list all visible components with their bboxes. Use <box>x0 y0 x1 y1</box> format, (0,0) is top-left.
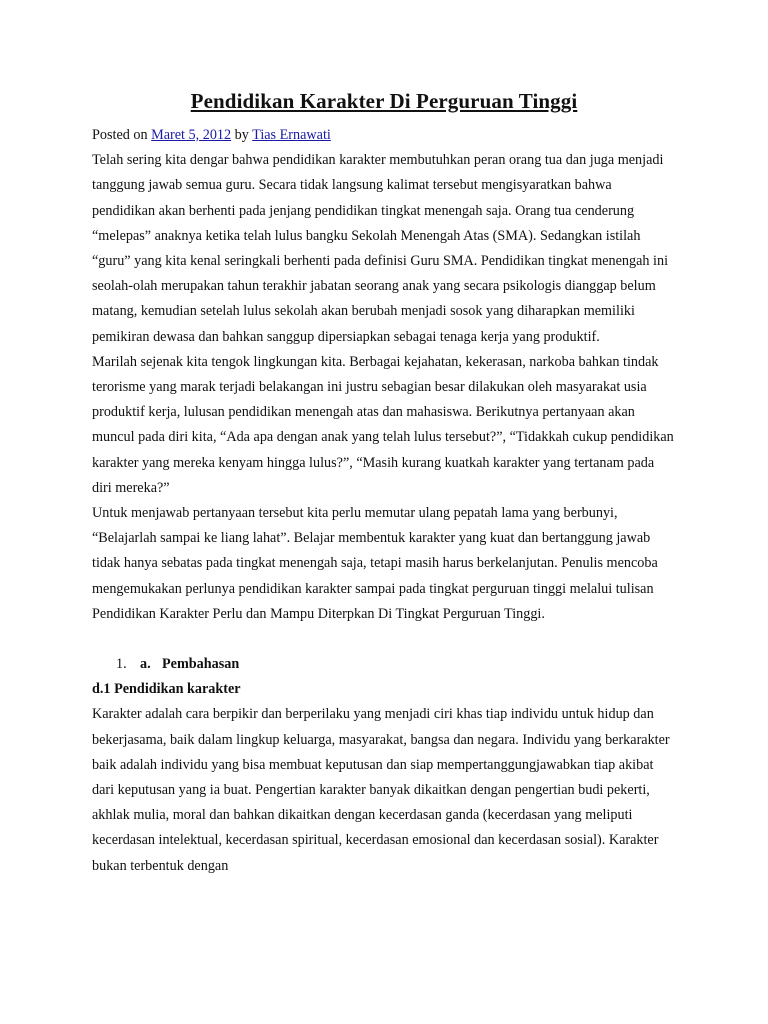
section-heading-text: Pembahasan <box>162 656 240 673</box>
subsection-heading: d.1 Pendidikan karakter <box>92 681 241 698</box>
page-title: Pendidikan Karakter Di Perguruan Tinggi <box>190 89 578 113</box>
post-date-link[interactable]: Maret 5, 2012 <box>151 127 232 143</box>
list-number: 1. <box>116 656 127 673</box>
section-heading <box>92 652 676 677</box>
author-link[interactable]: Tias Ernawati <box>252 127 331 143</box>
by-label: by <box>231 127 253 143</box>
paragraph-environment: Marilah sejenak kita tengok lingkungan kita. Berbagai kejahatan, kekerasan, narkoba bahkan tindak terorisme yang marak terjadi belakangan ini justru sebagian besar dilakukan oleh masyarakat usia produktif kerja, lulusan pendidikan menengah atas dan mahasiswa. Berikutnya pertanyaan akan muncul pada diri kita, “Ada apa dengan anak yang telah lulus tersebut?”, “Tidakkah cukup pendidikan karakter yang mereka kenyam hingga lulus?”, “Masih kurang kuatkah karakter yang tertanam pada diri mereka?” <box>92 353 674 496</box>
paragraph-karakter: Karakter adalah cara berpikir dan berperilaku yang menjadi ciri khas tiap individu untuk hidup dan bekerjasama, baik dalam lingkup keluarga, masyarakat, bangsa dan negara. Individu yang berkarakter baik adalah individu yang bisa membuat keputusan dan siap mempertanggungjawabkan tiap akibat dari keputusan yang ia buat. Pengertian karakter banyak dikaitkan dengan pengertian budi pekerti, akhlak mulia, moral dan bahkan dikaitkan dengan kecerdasan ganda (kecerdasan yang meliputi kecerdasan intelektual, kecerdasan spiritual, kecerdasan emosional dan kecerdasan sosial). Karakter bukan terbentuk dengan <box>92 706 670 874</box>
paragraph-answer: Untuk menjawab pertanyaan tersebut kita perlu memutar ulang pepatah lama yang berbunyi, “Belajarlah sampai ke liang lahat”. Belajar membentuk karakter yang kuat dan bertanggung jawab tidak hanya sebatas pada tingkat menengah saja, tetapi masih harus berkelanjutan. Penulis mencoba mengemukakan perlunya pendidikan karakter sampai pada tingkat perguruan tinggi melalui tulisan Pendidikan Karakter Perlu dan Mampu Diterpkan Di Tingkat Perguruan Tinggi. <box>92 505 658 622</box>
post-meta <box>92 123 676 148</box>
paragraph-intro: Telah sering kita dengar bahwa pendidikan karakter membutuhkan peran orang tua dan juga menjadi tanggung jawab semua guru. Secara tidak langsung kalimat tersebut mengisyaratkan bahwa pendidikan akan berhenti pada jenjang pendidikan tingkat menengah saja. Orang tua cenderung “melepas” anaknya ketika telah lulus bangku Sekolah Menengah Atas (SMA). Sedangkan istilah “guru” yang kita kenal seringkali berhenti pada definisi Guru SMA. Pendidikan tingkat menengah ini seolah-olah merupakan tahun terakhir jabatan seorang anak yang secara psikologis dianggap belum matang, kemudian setelah lulus sekolah akan berubah menjadi sosok yang diharapkan memiliki pemikiran dewasa dan bahkan sanggup dipersiapkan sebagai tenaga kerja yang produktif. <box>92 152 669 345</box>
list-letter: a. <box>140 656 151 673</box>
posted-on-label: Posted on <box>92 127 152 143</box>
blank-line <box>92 627 676 652</box>
